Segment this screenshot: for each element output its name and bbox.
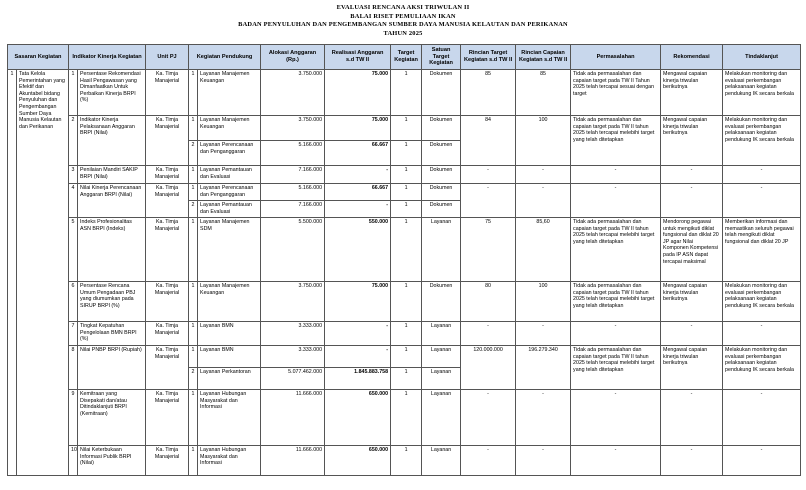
realisasi-value: 75.000	[325, 282, 391, 322]
permasalahan-text: Tidak ada permasalahan dan capaian target pada TW II Tahun 2025 telah tercapai sesuai dengan target	[571, 70, 661, 116]
header-row	[8, 45, 801, 70]
unit-pj: Ka. Timja Manajerial	[146, 70, 189, 116]
tindaklanjut-text: Melakukan monitoring dan evaluasi perkembangan pelaksanaan kegiatan pendukung IK secara berkala	[723, 70, 801, 116]
rincian-capaian-value: -	[516, 166, 571, 184]
realisasi-value: 66.667	[325, 184, 391, 201]
unit-pj: Ka. Timja Manajerial	[146, 390, 189, 446]
realisasi-value: -	[325, 166, 391, 184]
rincian-capaian-value: 100	[516, 116, 571, 166]
kegiatan-name: Layanan Manajemen Keuangan	[198, 70, 261, 116]
unit-pj: Ka. Timja Manajerial	[146, 218, 189, 282]
alokasi-value: 7.166.000	[261, 201, 325, 218]
table-row	[8, 218, 801, 282]
target-value: 1	[391, 218, 422, 282]
realisasi-value: 75.000	[325, 70, 391, 116]
kegiatan-index: 1	[189, 70, 198, 116]
kegiatan-index: 1	[189, 166, 198, 184]
rincian-target-value: -	[461, 390, 516, 446]
title-line-2: BALAI RISET PEMULIAAN IKAN	[350, 12, 456, 20]
tindaklanjut-text: Melakukan monitoring dan evaluasi perkembangan pelaksanaan kegiatan pendukung IK secara berkala	[723, 116, 801, 166]
target-value: 1	[391, 322, 422, 346]
table-row	[8, 346, 801, 368]
satuan-value: Dokumen	[422, 282, 461, 322]
target-value: 1	[391, 116, 422, 141]
permasalahan-text: -	[571, 446, 661, 476]
rincian-target-value: -	[461, 184, 516, 218]
rincian-target-value: 75	[461, 218, 516, 282]
rekomendasi-text: -	[661, 446, 723, 476]
kegiatan-name: Layanan Hubungan Masyarakat dan Informasi	[198, 446, 261, 476]
rincian-capaian-value: -	[516, 446, 571, 476]
tindaklanjut-text: -	[723, 184, 801, 218]
indikator-number: 5	[69, 218, 78, 282]
alokasi-value: 5.500.000	[261, 218, 325, 282]
rincian-target-value: 85	[461, 70, 516, 116]
alokasi-value: 3.750.000	[261, 116, 325, 141]
document-header	[0, 0, 806, 38]
kegiatan-name: Layanan Manajemen Keuangan	[198, 116, 261, 141]
target-value: 1	[391, 166, 422, 184]
kegiatan-name: Layanan Pemantauan dan Evaluasi	[198, 201, 261, 218]
target-value: 1	[391, 184, 422, 201]
alokasi-value: 11.666.000	[261, 390, 325, 446]
rincian-target-value: -	[461, 166, 516, 184]
rincian-capaian-value: 85,60	[516, 218, 571, 282]
satuan-value: Dokumen	[422, 70, 461, 116]
realisasi-value: 650.000	[325, 390, 391, 446]
rincian-target-value: 120.000.000	[461, 346, 516, 390]
satuan-value: Dokumen	[422, 184, 461, 201]
realisasi-value: 75.000	[325, 116, 391, 141]
unit-pj: Ka. Timja Manajerial	[146, 446, 189, 476]
unit-pj: Ka. Timja Manajerial	[146, 322, 189, 346]
target-value: 1	[391, 282, 422, 322]
rincian-capaian-value: 196.279.340	[516, 346, 571, 390]
indikator-text: Indeks Profesionalitas ASN BRPI (Indeks)	[78, 218, 146, 282]
table-row	[8, 446, 801, 476]
tindaklanjut-text: Memberikan informasi dan memastikan seluruh pegawai telah mengikuti diklat fungsional dan diklat 20 JP	[723, 218, 801, 282]
indikator-number: 4	[69, 184, 78, 218]
tindaklanjut-text: -	[723, 166, 801, 184]
satuan-value: Layanan	[422, 390, 461, 446]
satuan-value: Layanan	[422, 368, 461, 390]
satuan-value: Dokumen	[422, 201, 461, 218]
realisasi-value: -	[325, 346, 391, 368]
satuan-value: Layanan	[422, 218, 461, 282]
indikator-number: 9	[69, 390, 78, 446]
rekomendasi-text: Mengawal capaian kinerja triwulan berikutnya	[661, 70, 723, 116]
kegiatan-index: 1	[189, 322, 198, 346]
tindaklanjut-text: -	[723, 322, 801, 346]
kegiatan-name: Layanan Perencanaan dan Penganggaran	[198, 141, 261, 166]
target-value: 1	[391, 368, 422, 390]
table-row	[8, 282, 801, 322]
rekomendasi-text: Mengawal capaian kinerja triwulan berikutnya	[661, 282, 723, 322]
header-kegiatan: Kegiatan Pendukung	[189, 45, 261, 70]
kegiatan-name: Layanan Hubungan Masyarakat dan Informasi	[198, 390, 261, 446]
alokasi-value: 11.666.000	[261, 446, 325, 476]
rekomendasi-text: -	[661, 322, 723, 346]
evaluation-table	[7, 44, 801, 476]
title-line-4: TAHUN 2025	[383, 29, 423, 37]
rincian-capaian-value: 100	[516, 282, 571, 322]
indikator-number: 3	[69, 166, 78, 184]
satuan-value: Dokumen	[422, 116, 461, 141]
satuan-value: Layanan	[422, 446, 461, 476]
tindaklanjut-text: Melakukan monitoring dan evaluasi perkembangan pelaksanaan kegiatan pendukung IK secara berkala	[723, 346, 801, 390]
indikator-text: Persentase Rencana Umum Pengadaan PBJ yang diumumkan pada SIRUP BRPI (%)	[78, 282, 146, 322]
header-alokasi: Alokasi Anggaran (Rp.)	[261, 45, 325, 70]
unit-pj: Ka. Timja Manajerial	[146, 346, 189, 390]
kegiatan-name: Layanan BMN	[198, 322, 261, 346]
kegiatan-index: 2	[189, 141, 198, 166]
rincian-target-value: 84	[461, 116, 516, 166]
indikator-number: 8	[69, 346, 78, 390]
rekomendasi-text: -	[661, 184, 723, 218]
indikator-text: Kemitraan yang Disepakati dan/atau Ditindaklanjuti BRPI (Kemitraan)	[78, 390, 146, 446]
rincian-capaian-value: -	[516, 390, 571, 446]
kegiatan-name: Layanan Manajemen SDM	[198, 218, 261, 282]
permasalahan-text: -	[571, 390, 661, 446]
table-body	[8, 70, 801, 476]
indikator-text: Nilai Keterbukaan Informasi Publik BRPI (Nilai)	[78, 446, 146, 476]
indikator-text: Tingkat Kepatuhan Pengelolaan BMN BRPI (%)	[78, 322, 146, 346]
header-unit: Unit PJ	[146, 45, 189, 70]
permasalahan-text: -	[571, 322, 661, 346]
header-permasalahan: Permasalahan	[571, 45, 661, 70]
rincian-capaian-value: -	[516, 184, 571, 218]
target-value: 1	[391, 446, 422, 476]
header-rincian-target: Rincian Target Kegiatan s.d TW II	[461, 45, 516, 70]
realisasi-value: -	[325, 201, 391, 218]
alokasi-value: 3.333.000	[261, 346, 325, 368]
indikator-text: Nilai PNBP BRPI (Rupiah)	[78, 346, 146, 390]
indikator-number: 6	[69, 282, 78, 322]
table-row	[8, 116, 801, 141]
header-satuan: Satuan Target Kegiatan	[422, 45, 461, 70]
table-row	[8, 166, 801, 184]
permasalahan-text: -	[571, 166, 661, 184]
unit-pj: Ka. Timja Manajerial	[146, 116, 189, 166]
header-rincian-capaian: Rincian Capaian Kegiatan s.d TW II	[516, 45, 571, 70]
kegiatan-index: 2	[189, 201, 198, 218]
kegiatan-name: Layanan Pemantauan dan Evaluasi	[198, 166, 261, 184]
tindaklanjut-text: -	[723, 390, 801, 446]
unit-pj: Ka. Timja Manajerial	[146, 282, 189, 322]
rekomendasi-text: Mengawal capaian kinerja triwulan berikutnya	[661, 346, 723, 390]
alokasi-value: 5.166.000	[261, 184, 325, 201]
realisasi-value: -	[325, 322, 391, 346]
kegiatan-index: 1	[189, 116, 198, 141]
unit-pj: Ka. Timja Manajerial	[146, 184, 189, 218]
indikator-number: 7	[69, 322, 78, 346]
kegiatan-name: Layanan BMN	[198, 346, 261, 368]
satuan-value: Layanan	[422, 346, 461, 368]
kegiatan-index: 1	[189, 390, 198, 446]
kegiatan-index: 1	[189, 282, 198, 322]
kegiatan-index: 1	[189, 184, 198, 201]
indikator-text: Persentase Rekomendasi Hasil Pengawasan yang Dimanfaatkan Untuk Perbaikan Kinerja BRPI (%)	[78, 70, 146, 116]
alokasi-value: 5.166.000	[261, 141, 325, 166]
realisasi-value: 1.845.883.758	[325, 368, 391, 390]
kegiatan-name: Layanan Perkantoran	[198, 368, 261, 390]
satuan-value: Dokumen	[422, 166, 461, 184]
rekomendasi-text: Mendorong pegawai untuk mengikuti diklat fungsional dan diklat 20 JP agar Nilai Komponen Kompetensi pada IP ASN dapat tercapai maksimal	[661, 218, 723, 282]
target-value: 1	[391, 141, 422, 166]
alokasi-value: 7.166.000	[261, 166, 325, 184]
satuan-value: Dokumen	[422, 141, 461, 166]
rekomendasi-text: -	[661, 166, 723, 184]
kegiatan-index: 1	[189, 218, 198, 282]
satuan-value: Layanan	[422, 322, 461, 346]
rekomendasi-text: -	[661, 390, 723, 446]
unit-pj: Ka. Timja Manajerial	[146, 166, 189, 184]
indikator-number: 10	[69, 446, 78, 476]
rincian-target-value: -	[461, 446, 516, 476]
rincian-target-value: 80	[461, 282, 516, 322]
target-value: 1	[391, 390, 422, 446]
permasalahan-text: Tidak ada permasalahan dan capaian target pada TW II tahun 2025 telah tercapai melebihi target yang telah ditetapkan	[571, 116, 661, 166]
alokasi-value: 3.750.000	[261, 70, 325, 116]
table-row	[8, 70, 801, 116]
header-indikator: Indikator Kinerja Kegiatan	[69, 45, 146, 70]
alokasi-value: 5.077.462.000	[261, 368, 325, 390]
indikator-text: Penilaian Mandiri SAKIP BRPI (Nilai)	[78, 166, 146, 184]
table-row	[8, 390, 801, 446]
realisasi-value: 550.000	[325, 218, 391, 282]
header-tindaklanjut: Tindaklanjut	[723, 45, 801, 70]
sasaran-text: Tata Kelola Pemerintahan yang Efektif dan Akuntabel bidang Penyuluhan dan Pengembangan Sumber Daya Manusia Kelautan dan Perikanan	[17, 70, 69, 476]
permasalahan-text: Tidak ada permasalahan dan capaian target pada TW II tahun 2025 telah tercapai melebihi target yang telah ditetapkan	[571, 346, 661, 390]
kegiatan-index: 1	[189, 346, 198, 368]
indikator-number: 1	[69, 70, 78, 116]
rincian-target-value: -	[461, 322, 516, 346]
tindaklanjut-text: -	[723, 446, 801, 476]
alokasi-value: 3.750.000	[261, 282, 325, 322]
header-rekomendasi: Rekomendasi	[661, 45, 723, 70]
sasaran-number: 1	[8, 70, 17, 476]
title-line-1: EVALUASI RENCANA AKSI TRIWULAN II	[336, 4, 470, 11]
alokasi-value: 3.333.000	[261, 322, 325, 346]
table-row	[8, 322, 801, 346]
rekomendasi-text: Mengawal capaian kinerja triwulan berikutnya	[661, 116, 723, 166]
header-target: Target Kegiatan	[391, 45, 422, 70]
target-value: 1	[391, 201, 422, 218]
indikator-text: Nilai Kinerja Perencanaan Anggaran BRPI (Nilai)	[78, 184, 146, 218]
kegiatan-index: 1	[189, 446, 198, 476]
kegiatan-name: Layanan Manajemen Keuangan	[198, 282, 261, 322]
header-sasaran: Sasaran Kegiatan	[8, 45, 69, 70]
rincian-capaian-value: 85	[516, 70, 571, 116]
indikator-number: 2	[69, 116, 78, 166]
permasalahan-text: Tidak ada permasalahan dan capaian target pada TW II tahun 2025 telah tercapai melebihi target yang telah ditetapkan	[571, 282, 661, 322]
rincian-capaian-value: -	[516, 322, 571, 346]
table-row	[8, 184, 801, 201]
permasalahan-text: -	[571, 184, 661, 218]
target-value: 1	[391, 346, 422, 368]
title-line-3: BADAN PENYULUHAN DAN PENGEMBANGAN SUMBER DAYA MANUSIA KELAUTAN DAN PERIKANAN	[238, 21, 568, 29]
tindaklanjut-text: Melakukan monitoring dan evaluasi perkembangan pelaksanaan kegiatan pendukung IK secara berkala	[723, 282, 801, 322]
permasalahan-text: Tidak ada permasalahan dan capaian target pada TW II tahun 2025 telah tercapai melebihi target yang telah ditetapkan	[571, 218, 661, 282]
realisasi-value: 66.667	[325, 141, 391, 166]
target-value: 1	[391, 70, 422, 116]
kegiatan-index: 2	[189, 368, 198, 390]
kegiatan-name: Layanan Perencanaan dan Penganggaran	[198, 184, 261, 201]
realisasi-value: 650.000	[325, 446, 391, 476]
indikator-text: Indikator Kinerja Pelaksanaan Anggaran BRPI (Nilai)	[78, 116, 146, 166]
header-realisasi: Realisasi Anggaran s.d TW II	[325, 45, 391, 70]
